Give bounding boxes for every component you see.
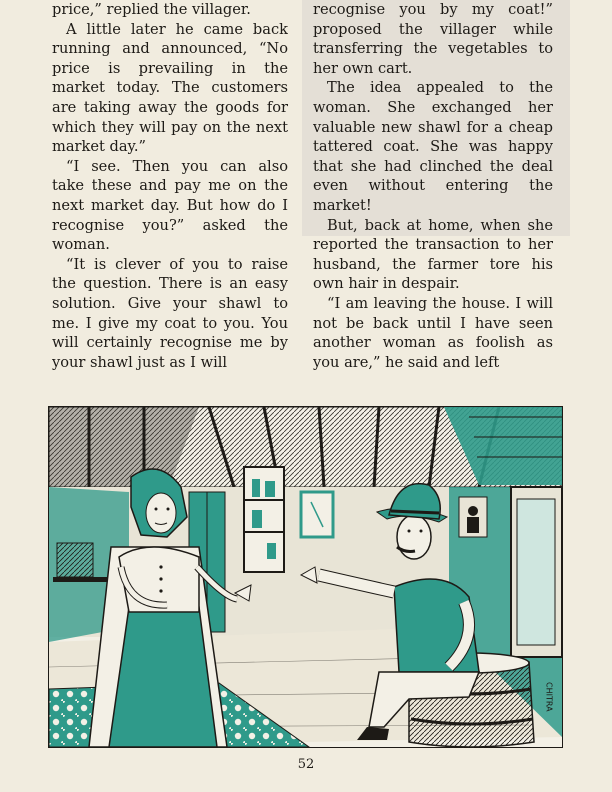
paragraph: A little later he came back running and announced, “No price is prevailing in the market today. The customers are taking away the goods for which they will pay on the next market day.” — [52, 20, 288, 156]
wall-shelf — [244, 467, 284, 572]
roof-rafters — [49, 407, 562, 487]
paragraph: “I am leaving the house. I will not be back until I have seen another woman as foolish as you are,” he said and left — [313, 294, 553, 371]
paragraph: price,” replied the villager. — [52, 1, 251, 18]
paragraph: But, back at home, when she reported the transaction to her husband, the farmer tore his own hair in despair. — [313, 216, 553, 293]
story-illustration — [48, 406, 563, 748]
text-column-left — [52, 0, 288, 394]
page-number: 52 — [297, 757, 315, 772]
paragraph: “It is clever of you to raise the question. There is an easy solution. Give your shawl to me. I give my coat to you. You will certainly recognise me by your shawl just as I will — [52, 255, 288, 371]
text-column-right — [313, 0, 553, 394]
artist-signature: CHITRA — [544, 682, 554, 712]
illustration-drawing — [49, 407, 562, 747]
paragraph: recognise you by my coat!” proposed the villager while transferring the vegetables to her own cart. — [313, 1, 553, 77]
paragraph: The idea appealed to the woman. She exchanged her valuable new shawl for a cheap tattered coat. She was happy that she had clinched the deal even without entering the market! — [313, 79, 553, 214]
paragraph: “I see. Then you can also take these and pay me on the next market day. But how do I recognise you?” asked the woman. — [52, 157, 288, 254]
